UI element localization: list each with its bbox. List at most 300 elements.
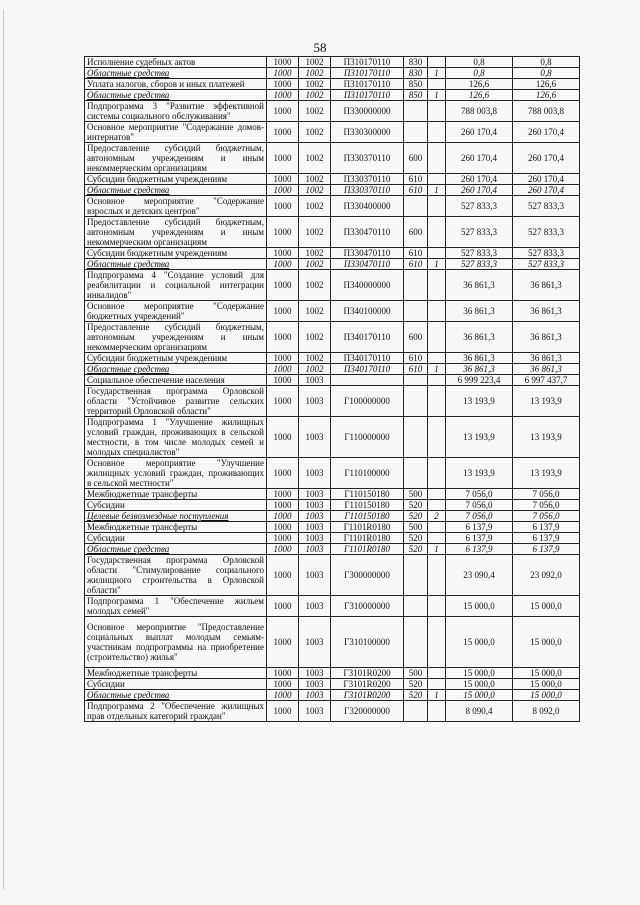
row-name: Предоставление субсидий бюджетным, автономным учреждениям и иным некоммерческим организациям (85, 143, 267, 174)
row-funding-source (428, 417, 446, 458)
row-target-article: Г110150180 (331, 489, 404, 500)
row-amount-1: 15 000,0 (446, 668, 513, 679)
row-funding-source: 1 (428, 68, 446, 79)
row-amount-2: 13 193,9 (513, 386, 580, 417)
row-funding-source (428, 217, 446, 248)
row-name: Целевые безвозмездные поступления (85, 511, 267, 522)
row-subsection: 1002 (299, 122, 331, 143)
row-amount-1: 36 861,3 (446, 322, 513, 353)
row-section: 1000 (267, 375, 299, 386)
row-funding-source (428, 555, 446, 596)
row-expense-type: 610 (404, 259, 428, 270)
row-expense-type: 600 (404, 217, 428, 248)
row-name: Исполнение судебных актов (85, 57, 267, 68)
row-expense-type (404, 555, 428, 596)
row-target-article (331, 375, 404, 386)
row-name: Субсидии бюджетным учреждениям (85, 248, 267, 259)
table-row (85, 701, 580, 722)
row-name: Государственная программа Орловской области "Стимулирование социального жилищного строительства в Орловской области" (85, 555, 267, 596)
row-name: Основное мероприятие "Содержание взрослых и детских центров" (85, 196, 267, 217)
table-row (85, 68, 580, 79)
row-expense-type: 520 (404, 511, 428, 522)
row-expense-type (404, 458, 428, 489)
row-expense-type (404, 596, 428, 617)
row-section: 1000 (267, 500, 299, 511)
row-subsection: 1003 (299, 701, 331, 722)
row-expense-type (404, 122, 428, 143)
row-subsection: 1002 (299, 174, 331, 185)
row-expense-type: 520 (404, 544, 428, 555)
row-section: 1000 (267, 174, 299, 185)
table-row (85, 500, 580, 511)
row-name: Основное мероприятие "Улучшение жилищных условий граждан, проживающих в сельской местности" (85, 458, 267, 489)
row-expense-type: 600 (404, 322, 428, 353)
row-section: 1000 (267, 386, 299, 417)
row-name: Областные средства (85, 90, 267, 101)
row-amount-2: 527 833,3 (513, 217, 580, 248)
table-row (85, 185, 580, 196)
row-name: Уплата налогов, сборов и иных платежей (85, 79, 267, 90)
row-amount-2: 126,6 (513, 90, 580, 101)
row-amount-1: 527 833,3 (446, 259, 513, 270)
table-row (85, 668, 580, 679)
row-section: 1000 (267, 511, 299, 522)
table-row (85, 143, 580, 174)
row-target-article: Г320000000 (331, 701, 404, 722)
row-section: 1000 (267, 555, 299, 596)
row-amount-2: 6 137,9 (513, 544, 580, 555)
row-amount-1: 260 170,4 (446, 122, 513, 143)
table-row (85, 122, 580, 143)
row-subsection: 1002 (299, 143, 331, 174)
row-section: 1000 (267, 364, 299, 375)
row-subsection: 1003 (299, 555, 331, 596)
row-expense-type (404, 701, 428, 722)
row-amount-2: 15 000,0 (513, 617, 580, 668)
row-section: 1000 (267, 270, 299, 301)
row-expense-type (404, 101, 428, 122)
row-target-article: Г110150180 (331, 511, 404, 522)
table-row (85, 489, 580, 500)
row-amount-1: 13 193,9 (446, 417, 513, 458)
row-expense-type: 850 (404, 79, 428, 90)
row-expense-type (404, 270, 428, 301)
row-target-article: П340170110 (331, 322, 404, 353)
row-section: 1000 (267, 68, 299, 79)
table-row (85, 174, 580, 185)
row-funding-source (428, 196, 446, 217)
row-amount-1: 126,6 (446, 79, 513, 90)
row-target-article: Г110150180 (331, 500, 404, 511)
table-row (85, 679, 580, 690)
row-funding-source (428, 701, 446, 722)
row-amount-2: 6 137,9 (513, 533, 580, 544)
row-funding-source (428, 174, 446, 185)
row-amount-2: 7 056,0 (513, 511, 580, 522)
row-subsection: 1002 (299, 101, 331, 122)
table-row (85, 458, 580, 489)
row-amount-2: 7 056,0 (513, 489, 580, 500)
row-amount-1: 15 000,0 (446, 690, 513, 701)
row-subsection: 1003 (299, 617, 331, 668)
row-amount-2: 15 000,0 (513, 668, 580, 679)
row-funding-source: 1 (428, 259, 446, 270)
row-funding-source (428, 79, 446, 90)
row-funding-source (428, 375, 446, 386)
row-amount-2: 8 092,0 (513, 701, 580, 722)
row-name: Основное мероприятие "Содержание домов-интернатов" (85, 122, 267, 143)
row-name: Областные средства (85, 544, 267, 555)
row-target-article: Г310100000 (331, 617, 404, 668)
row-amount-1: 6 137,9 (446, 533, 513, 544)
row-subsection: 1002 (299, 353, 331, 364)
row-subsection: 1002 (299, 217, 331, 248)
row-subsection: 1003 (299, 690, 331, 701)
row-expense-type: 610 (404, 364, 428, 375)
row-expense-type: 850 (404, 90, 428, 101)
row-amount-2: 0,8 (513, 57, 580, 68)
row-target-article: П330370110 (331, 185, 404, 196)
row-funding-source: 2 (428, 511, 446, 522)
row-amount-2: 13 193,9 (513, 458, 580, 489)
row-amount-1: 527 833,3 (446, 217, 513, 248)
row-amount-2: 527 833,3 (513, 259, 580, 270)
row-target-article: П330370110 (331, 143, 404, 174)
table-row (85, 386, 580, 417)
row-subsection: 1003 (299, 417, 331, 458)
row-name: Подпрограмма 1 "Улучшение жилищных условий граждан, проживающих в сельской местности, в том числе молодых семей и молодых специалистов" (85, 417, 267, 458)
row-section: 1000 (267, 458, 299, 489)
row-amount-1: 527 833,3 (446, 196, 513, 217)
table-row (85, 217, 580, 248)
row-expense-type: 500 (404, 668, 428, 679)
row-expense-type (404, 196, 428, 217)
row-target-article: Г110000000 (331, 417, 404, 458)
row-amount-1: 36 861,3 (446, 270, 513, 301)
row-funding-source: 1 (428, 90, 446, 101)
row-name: Предоставление субсидий бюджетным, автономным учреждениям и иным некоммерческим организациям (85, 322, 267, 353)
row-subsection: 1003 (299, 679, 331, 690)
table-row (85, 79, 580, 90)
row-section: 1000 (267, 217, 299, 248)
row-subsection: 1003 (299, 375, 331, 386)
row-amount-1: 6 137,9 (446, 522, 513, 533)
row-funding-source (428, 353, 446, 364)
table-row (85, 690, 580, 701)
row-subsection: 1003 (299, 500, 331, 511)
row-name: Основное мероприятие "Содержание бюджетных учреждений" (85, 301, 267, 322)
row-section: 1000 (267, 668, 299, 679)
table-row (85, 544, 580, 555)
row-target-article: Г3101R0200 (331, 679, 404, 690)
row-section: 1000 (267, 248, 299, 259)
row-target-article: П340170110 (331, 364, 404, 375)
row-expense-type (404, 617, 428, 668)
row-funding-source (428, 322, 446, 353)
row-target-article: Г1101R0180 (331, 522, 404, 533)
row-section: 1000 (267, 122, 299, 143)
row-subsection: 1003 (299, 522, 331, 533)
row-funding-source: 1 (428, 185, 446, 196)
table-row (85, 375, 580, 386)
row-amount-2: 36 861,3 (513, 353, 580, 364)
row-subsection: 1002 (299, 185, 331, 196)
row-target-article: П330370110 (331, 174, 404, 185)
row-section: 1000 (267, 185, 299, 196)
table-row (85, 596, 580, 617)
row-target-article: П330000000 (331, 101, 404, 122)
row-expense-type: 520 (404, 679, 428, 690)
row-amount-2: 527 833,3 (513, 196, 580, 217)
row-target-article: Г100000000 (331, 386, 404, 417)
row-amount-2: 260 170,4 (513, 143, 580, 174)
row-target-article: П310170110 (331, 57, 404, 68)
row-section: 1000 (267, 322, 299, 353)
row-name: Областные средства (85, 68, 267, 79)
row-target-article: Г3101R0200 (331, 690, 404, 701)
row-amount-2: 788 003,8 (513, 101, 580, 122)
row-amount-2: 0,8 (513, 68, 580, 79)
scan-left-edge (3, 10, 4, 890)
row-amount-1: 527 833,3 (446, 248, 513, 259)
row-name: Субсидии (85, 533, 267, 544)
row-subsection: 1003 (299, 386, 331, 417)
row-funding-source (428, 489, 446, 500)
row-target-article: Г1101R0180 (331, 533, 404, 544)
row-target-article: Г1101R0180 (331, 544, 404, 555)
row-amount-1: 36 861,3 (446, 364, 513, 375)
row-amount-1: 126,6 (446, 90, 513, 101)
row-section: 1000 (267, 617, 299, 668)
row-target-article: П310170110 (331, 79, 404, 90)
row-expense-type: 600 (404, 143, 428, 174)
row-name: Областные средства (85, 364, 267, 375)
row-expense-type: 610 (404, 185, 428, 196)
row-target-article: П330470110 (331, 259, 404, 270)
row-amount-2: 36 861,3 (513, 322, 580, 353)
row-funding-source (428, 617, 446, 668)
row-subsection: 1002 (299, 270, 331, 301)
row-expense-type (404, 417, 428, 458)
row-section: 1000 (267, 533, 299, 544)
row-funding-source: 1 (428, 690, 446, 701)
row-expense-type: 610 (404, 248, 428, 259)
row-section: 1000 (267, 143, 299, 174)
row-expense-type: 610 (404, 174, 428, 185)
row-name: Областные средства (85, 259, 267, 270)
row-name: Субсидии (85, 679, 267, 690)
table-row (85, 555, 580, 596)
row-subsection: 1003 (299, 458, 331, 489)
row-expense-type: 520 (404, 690, 428, 701)
row-amount-1: 7 056,0 (446, 511, 513, 522)
row-expense-type: 500 (404, 522, 428, 533)
row-funding-source (428, 301, 446, 322)
row-amount-2: 126,6 (513, 79, 580, 90)
row-target-article: Г300000000 (331, 555, 404, 596)
table-row (85, 101, 580, 122)
row-amount-1: 15 000,0 (446, 679, 513, 690)
row-name: Межбюджетные трансферты (85, 522, 267, 533)
table-row (85, 353, 580, 364)
row-funding-source (428, 458, 446, 489)
row-amount-2: 6 997 437,7 (513, 375, 580, 386)
row-expense-type: 610 (404, 353, 428, 364)
table-row (85, 57, 580, 68)
row-funding-source (428, 270, 446, 301)
row-funding-source (428, 386, 446, 417)
row-section: 1000 (267, 690, 299, 701)
row-amount-1: 13 193,9 (446, 386, 513, 417)
row-amount-1: 8 090,4 (446, 701, 513, 722)
row-section: 1000 (267, 57, 299, 68)
row-amount-1: 36 861,3 (446, 301, 513, 322)
table-row (85, 322, 580, 353)
row-target-article: П310170110 (331, 68, 404, 79)
row-amount-2: 36 861,3 (513, 364, 580, 375)
row-funding-source (428, 596, 446, 617)
row-expense-type: 520 (404, 500, 428, 511)
row-subsection: 1002 (299, 322, 331, 353)
row-name: Подпрограмма 1 "Обеспечение жильем молодых семей" (85, 596, 267, 617)
row-target-article: П330300000 (331, 122, 404, 143)
row-amount-1: 36 861,3 (446, 353, 513, 364)
row-target-article: П330400000 (331, 196, 404, 217)
row-section: 1000 (267, 90, 299, 101)
row-name: Областные средства (85, 185, 267, 196)
row-section: 1000 (267, 259, 299, 270)
row-subsection: 1003 (299, 668, 331, 679)
table-row (85, 196, 580, 217)
row-target-article: Г310000000 (331, 596, 404, 617)
row-funding-source (428, 500, 446, 511)
row-amount-2: 15 000,0 (513, 679, 580, 690)
row-section: 1000 (267, 544, 299, 555)
row-amount-2: 13 193,9 (513, 417, 580, 458)
row-amount-1: 23 090,4 (446, 555, 513, 596)
row-name: Государственная программа Орловской области "Устойчивое развитие сельских территорий Орловской области" (85, 386, 267, 417)
row-expense-type (404, 375, 428, 386)
row-name: Подпрограмма 2 "Обеспечение жилищных прав отдельных категорий граждан" (85, 701, 267, 722)
row-name: Основное мероприятие "Предоставление социальных выплат молодым семьям-участникам подпрограммы на приобретение (строительство) жилья" (85, 617, 267, 668)
row-subsection: 1002 (299, 196, 331, 217)
row-target-article: П340000000 (331, 270, 404, 301)
table-row (85, 617, 580, 668)
row-target-article: П330470110 (331, 248, 404, 259)
row-funding-source: 1 (428, 544, 446, 555)
row-funding-source (428, 101, 446, 122)
row-target-article: П310170110 (331, 90, 404, 101)
row-subsection: 1002 (299, 57, 331, 68)
row-name: Предоставление субсидий бюджетным, автономным учреждениям и иным некоммерческим организациям (85, 217, 267, 248)
row-amount-1: 7 056,0 (446, 489, 513, 500)
row-funding-source (428, 533, 446, 544)
row-funding-source (428, 679, 446, 690)
row-subsection: 1002 (299, 364, 331, 375)
row-funding-source (428, 122, 446, 143)
row-funding-source (428, 143, 446, 174)
row-amount-2: 527 833,3 (513, 248, 580, 259)
row-amount-1: 6 999 223,4 (446, 375, 513, 386)
table-row (85, 90, 580, 101)
row-expense-type: 500 (404, 489, 428, 500)
row-expense-type: 830 (404, 68, 428, 79)
row-section: 1000 (267, 301, 299, 322)
row-amount-2: 23 092,0 (513, 555, 580, 596)
row-subsection: 1002 (299, 259, 331, 270)
row-subsection: 1002 (299, 68, 331, 79)
row-target-article: П340100000 (331, 301, 404, 322)
row-funding-source (428, 522, 446, 533)
row-expense-type: 520 (404, 533, 428, 544)
row-section: 1000 (267, 101, 299, 122)
row-target-article: Г110100000 (331, 458, 404, 489)
row-target-article: Г3101R0200 (331, 668, 404, 679)
row-subsection: 1003 (299, 489, 331, 500)
row-amount-1: 788 003,8 (446, 101, 513, 122)
row-name: Субсидии бюджетным учреждениям (85, 174, 267, 185)
row-section: 1000 (267, 522, 299, 533)
row-subsection: 1003 (299, 544, 331, 555)
row-name: Субсидии бюджетным учреждениям (85, 353, 267, 364)
row-target-article: П340170110 (331, 353, 404, 364)
row-subsection: 1002 (299, 301, 331, 322)
row-subsection: 1002 (299, 90, 331, 101)
row-amount-1: 0,8 (446, 57, 513, 68)
row-subsection: 1002 (299, 79, 331, 90)
budget-table (84, 56, 580, 722)
table-row (85, 364, 580, 375)
row-amount-2: 6 137,9 (513, 522, 580, 533)
table-row (85, 259, 580, 270)
row-amount-1: 15 000,0 (446, 617, 513, 668)
row-name: Подпрограмма 3 "Развитие эффективной системы социального обслуживания" (85, 101, 267, 122)
row-funding-source (428, 57, 446, 68)
row-amount-2: 15 000,0 (513, 596, 580, 617)
table-row (85, 522, 580, 533)
row-section: 1000 (267, 417, 299, 458)
row-section: 1000 (267, 79, 299, 90)
table-row (85, 301, 580, 322)
row-amount-2: 7 056,0 (513, 500, 580, 511)
row-amount-1: 15 000,0 (446, 596, 513, 617)
table-row (85, 248, 580, 259)
row-section: 1000 (267, 701, 299, 722)
row-amount-1: 6 137,9 (446, 544, 513, 555)
row-expense-type (404, 301, 428, 322)
row-section: 1000 (267, 596, 299, 617)
row-amount-2: 260 170,4 (513, 185, 580, 196)
row-section: 1000 (267, 679, 299, 690)
table-row (85, 533, 580, 544)
row-subsection: 1002 (299, 248, 331, 259)
row-section: 1000 (267, 196, 299, 217)
row-amount-1: 0,8 (446, 68, 513, 79)
row-funding-source (428, 668, 446, 679)
page-number: 58 (313, 40, 327, 55)
row-target-article: П330470110 (331, 217, 404, 248)
row-funding-source (428, 248, 446, 259)
row-section: 1000 (267, 353, 299, 364)
row-amount-2: 260 170,4 (513, 122, 580, 143)
row-expense-type (404, 386, 428, 417)
row-amount-1: 7 056,0 (446, 500, 513, 511)
row-amount-2: 15 000,0 (513, 690, 580, 701)
row-amount-2: 36 861,3 (513, 270, 580, 301)
row-amount-1: 260 170,4 (446, 143, 513, 174)
table-row (85, 417, 580, 458)
row-amount-2: 260 170,4 (513, 174, 580, 185)
